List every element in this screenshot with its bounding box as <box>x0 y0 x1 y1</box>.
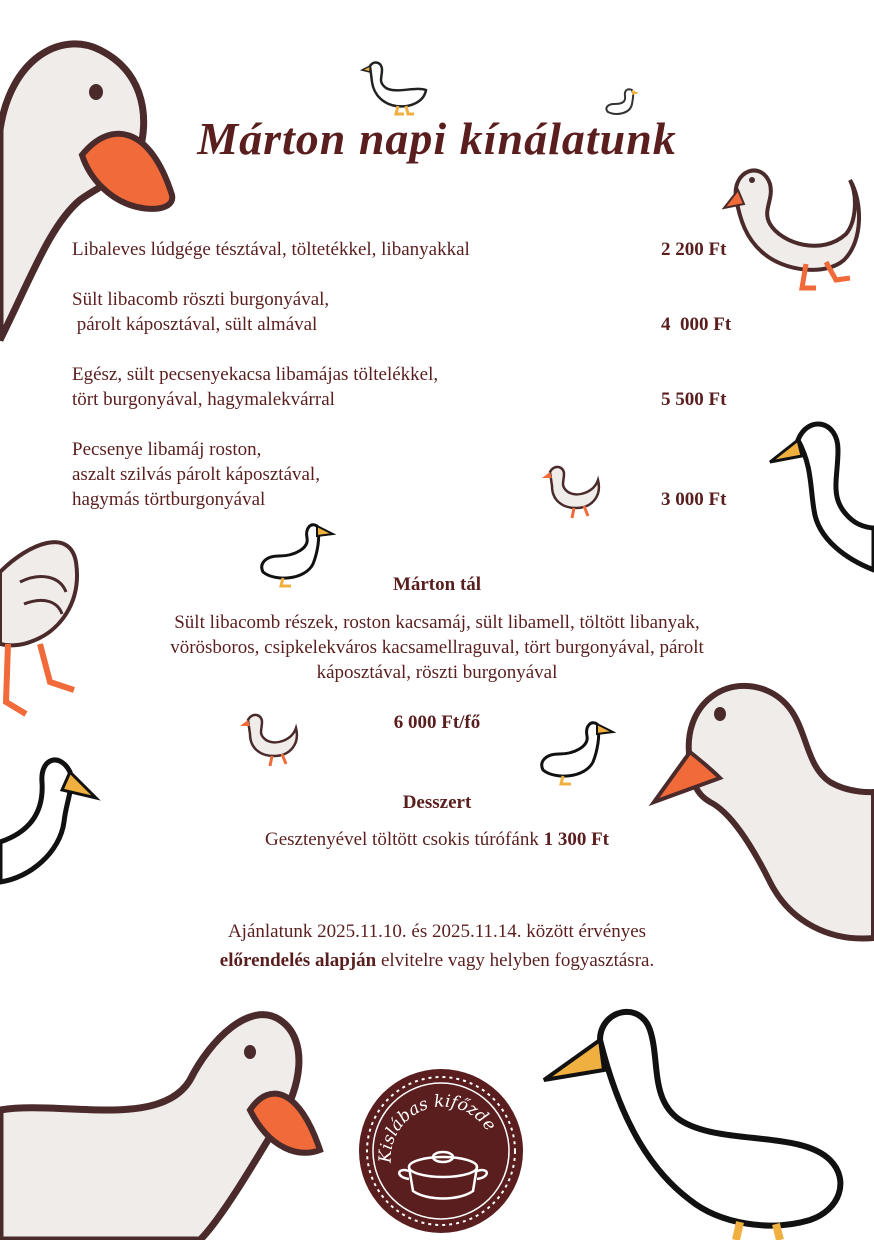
offer-text <box>60 917 814 975</box>
menu-item-price: 4 000 Ft <box>661 314 732 335</box>
menu-item-description <box>72 362 632 412</box>
offer-line-2-rest: elvitelre vagy helyben fogyasztásra. <box>376 950 655 971</box>
marton-tal-price: 6 000 Ft/fő <box>393 712 481 733</box>
small-goose-icon <box>360 56 430 116</box>
menu-item-line: tört burgonyával, hagymalekvárral <box>72 389 335 410</box>
dessert-price: 1 300 Ft <box>543 829 610 850</box>
dessert-line <box>60 827 814 852</box>
goose-bottom-right-icon <box>540 1000 874 1240</box>
marton-tal-description <box>60 610 814 685</box>
menu-item-line: aszalt szilvás párolt káposztával, <box>72 464 320 485</box>
menu-item-description <box>72 437 632 512</box>
goose-head-bottom-left-icon <box>0 1000 330 1240</box>
menu-item-line: hagymás törtburgonyával <box>72 489 266 510</box>
menu-item-description <box>72 237 632 262</box>
marton-tal-line: Sült libacomb részek, roston kacsamáj, sült libamell, töltött libanyak, <box>174 612 700 633</box>
marton-tal-heading: Márton tál <box>392 574 482 595</box>
offer-line-1: Ajánlatunk 2025.11.10. és 2025.11.14. között érvényes <box>227 921 647 942</box>
menu-item-price: 2 200 Ft <box>661 239 727 260</box>
page-title: Márton napi kínálatunk <box>197 113 677 164</box>
menu-item-line: Egész, sült pecsenyekacsa libamájas töltelékkel, <box>72 364 439 385</box>
menu-item <box>72 362 752 412</box>
menu-item <box>72 237 752 262</box>
menu-item <box>72 437 752 512</box>
goose-right-edge-icon <box>768 410 874 580</box>
offer-preorder: előrendelés alapján <box>219 950 377 971</box>
menu-item-price: 3 000 Ft <box>661 489 727 510</box>
kislabas-kifozde-logo <box>357 1067 525 1235</box>
menu-item <box>72 287 752 337</box>
menu-item-price: 5 500 Ft <box>661 389 727 410</box>
menu-item-line: párolt káposztával, sült almával <box>72 314 318 335</box>
marton-tal-line: vörösboros, csipkelekváros kacsamellraguval, tört burgonyával, párolt <box>170 637 704 658</box>
menu-item-description <box>72 287 632 337</box>
dessert-text: Gesztenyével töltött csokis túrófánk <box>264 829 544 850</box>
dessert-heading: Desszert <box>402 792 472 813</box>
goose-left-lower-icon <box>0 742 100 888</box>
menu-item-line: Libaleves lúdgége tésztával, töltetékkel, libanyakkal <box>72 239 470 260</box>
menu-item-line: Sült libacomb röszti burgonyával, <box>72 289 330 310</box>
walking-goose-icon <box>722 160 867 295</box>
offer-line-2 <box>60 946 814 975</box>
logo-text: Kislábas kifőzde <box>375 1091 500 1164</box>
marton-tal-line: káposztával, röszti burgonyával <box>316 662 558 683</box>
menu-item-line: Pecsenye libamáj roston, <box>72 439 262 460</box>
